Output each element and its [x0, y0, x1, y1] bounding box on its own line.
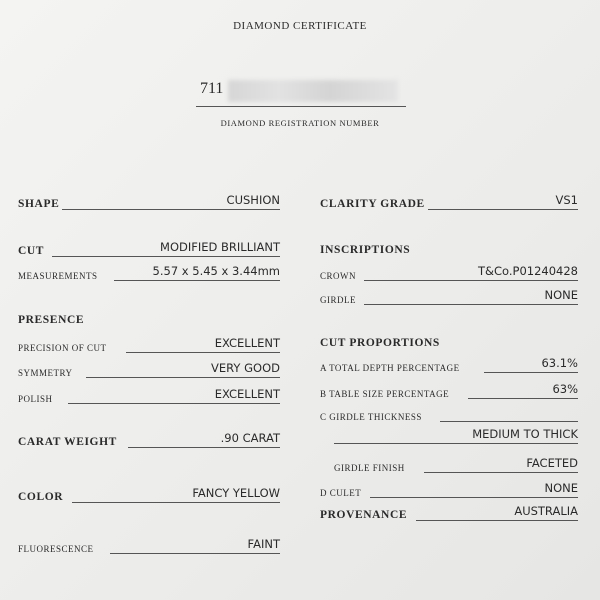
table-size-value: 63%: [552, 382, 578, 396]
crown-label: CROWN: [320, 271, 356, 281]
fluorescence-field: [18, 537, 280, 556]
table-size-label: B TABLE SIZE PERCENTAGE: [320, 389, 450, 399]
registration-underline: [196, 106, 406, 107]
color-line: [72, 502, 280, 503]
crown-value: T&Co.P01240428: [478, 264, 578, 278]
clarity-label: CLARITY GRADE: [320, 198, 425, 210]
polish-value: EXCELLENT: [214, 387, 280, 401]
polish-label: POLISH: [18, 394, 53, 404]
provenance-value: AUSTRALIA: [514, 504, 578, 518]
shape-label: SHAPE: [18, 198, 60, 210]
precision-line: [126, 352, 280, 353]
polish-field: [18, 387, 280, 406]
color-label: COLOR: [18, 491, 64, 503]
cut-value: MODIFIED BRILLIANT: [160, 240, 280, 254]
shape-value: CUSHION: [226, 193, 280, 207]
cut-line: [52, 256, 280, 257]
certificate-title: DIAMOND CERTIFICATE: [233, 20, 367, 32]
measurements-line: [114, 280, 280, 281]
fluorescence-label: FLUORESCENCE: [18, 544, 94, 554]
girdle-thickness-value: MEDIUM TO THICK: [472, 427, 578, 441]
cut-label: CUT: [18, 245, 45, 257]
color-value: FANCY YELLOW: [192, 486, 280, 500]
measurements-field: [18, 264, 280, 283]
precision-label: PRECISION OF CUT: [18, 343, 107, 353]
table-size-field: [320, 382, 578, 401]
cut-proportions-heading: CUT PROPORTIONS: [320, 337, 440, 349]
total-depth-value: 63.1%: [541, 356, 578, 370]
fluorescence-line: [110, 553, 280, 554]
girdle-value: NONE: [544, 288, 578, 302]
girdle-finish-line: [424, 472, 578, 473]
girdle-thickness-line: [440, 421, 578, 422]
carat-value: .90 CARAT: [220, 431, 280, 445]
culet-label: D CULET: [320, 488, 362, 498]
polish-line: [68, 403, 280, 404]
cut-field: [18, 240, 280, 259]
girdle-thickness-value-field: [334, 427, 578, 446]
clarity-field: [320, 193, 578, 212]
shape-field: [18, 193, 280, 212]
shape-line: [62, 209, 280, 210]
girdle-thickness-label: C GIRDLE THICKNESS: [320, 412, 422, 422]
fluorescence-value: FAINT: [247, 537, 280, 551]
culet-field: [320, 481, 578, 500]
carat-label: CARAT WEIGHT: [18, 436, 117, 448]
girdle-field: [320, 288, 578, 307]
measurements-label: MEASUREMENTS: [18, 271, 98, 281]
symmetry-line: [86, 377, 280, 378]
provenance-line: [416, 520, 578, 521]
total-depth-label: A TOTAL DEPTH PERCENTAGE: [320, 363, 460, 373]
registration-label: DIAMOND REGISTRATION NUMBER: [220, 118, 380, 128]
clarity-value: VS1: [555, 193, 578, 207]
symmetry-field: [18, 361, 280, 380]
girdle-thickness-field: [320, 408, 578, 424]
culet-value: NONE: [544, 481, 578, 495]
crown-line: [364, 280, 578, 281]
measurements-value: 5.57 x 5.45 x 3.44mm: [152, 264, 280, 278]
registration-number: 711: [200, 80, 224, 97]
symmetry-value: VERY GOOD: [211, 361, 280, 375]
girdle-finish-value: FACETED: [526, 456, 578, 470]
crown-field: [320, 264, 578, 283]
inscriptions-heading: INSCRIPTIONS: [320, 244, 411, 256]
clarity-line: [428, 209, 578, 210]
precision-value: EXCELLENT: [214, 336, 280, 350]
precision-field: [18, 336, 280, 355]
color-field: [18, 486, 280, 505]
culet-line: [370, 497, 578, 498]
provenance-label: PROVENANCE: [320, 509, 408, 521]
symmetry-label: SYMMETRY: [18, 368, 73, 378]
girdle-finish-field: [334, 456, 578, 475]
girdle-line: [364, 304, 578, 305]
table-size-line: [468, 398, 578, 399]
total-depth-field: [320, 356, 578, 375]
total-depth-line: [484, 372, 578, 373]
redacted-number-blur: [228, 80, 398, 102]
presence-heading: PRESENCE: [18, 314, 85, 326]
girdle-label: GIRDLE: [320, 295, 356, 305]
carat-field: [18, 431, 280, 450]
provenance-field: [320, 504, 578, 523]
girdle-finish-label: GIRDLE FINISH: [334, 463, 405, 473]
girdle-thickness-value-line: [334, 443, 578, 444]
carat-line: [128, 447, 280, 448]
